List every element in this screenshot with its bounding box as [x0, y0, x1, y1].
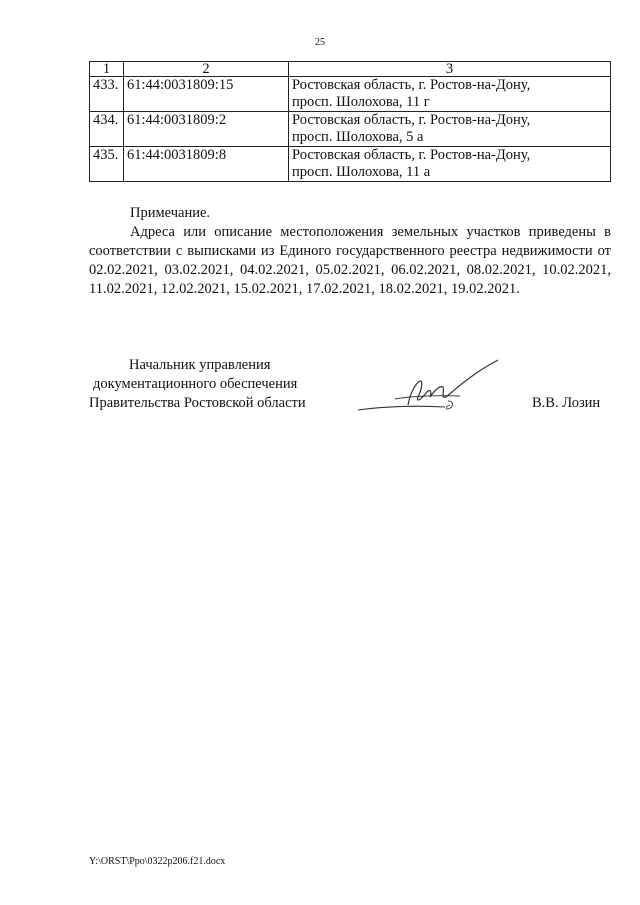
row-number: 434.	[90, 112, 124, 147]
column-header-3: 3	[289, 62, 611, 77]
table-row	[90, 147, 611, 182]
table-header-row	[90, 62, 611, 77]
address-cell	[289, 147, 611, 182]
footer-file-path: Y:\ORST\Ppo\0322p206.f21.docx	[89, 856, 226, 867]
address-line-2: просп. Шолохова, 11 г	[292, 94, 430, 110]
address-cell	[289, 112, 611, 147]
signer-name: В.В. Лозин	[532, 395, 601, 411]
table-row	[90, 112, 611, 147]
row-number: 433.	[90, 77, 124, 112]
address-line-1: Ростовская область, г. Ростов-на-Дону,	[292, 112, 531, 128]
table-row	[90, 77, 611, 112]
address-line-2: просп. Шолохова, 5 а	[292, 129, 424, 145]
column-header-1: 1	[90, 62, 124, 77]
handwritten-signature	[350, 355, 510, 425]
cadastral-number: 61:44:0031809:2	[124, 112, 289, 147]
address-line-1: Ростовская область, г. Ростов-на-Дону,	[292, 77, 531, 93]
note-body: Адреса или описание местоположения земельных участков приведены в соответствии с выписками из Единого государственного реестра недвижимости от 02.02.2021, 03.02.2021, 04.02.2021, 05.02.2021, 06.02.2021, 08.02.2021, 10.02.2021, 11.02.2021, 12.02.2021, 15.02.2021, 17.02.2021, 18.02.2021, 19.02.2021.	[89, 224, 611, 297]
position-line-3: Правительства Ростовской области	[89, 395, 306, 411]
row-number: 435.	[90, 147, 124, 182]
address-cell	[289, 77, 611, 112]
position-line-2: документационного обеспечения	[93, 376, 298, 392]
address-line-2: просп. Шолохова, 11 а	[292, 164, 431, 180]
signatory-position	[89, 356, 339, 413]
page-number: 25	[315, 37, 325, 48]
cadastral-number: 61:44:0031809:8	[124, 147, 289, 182]
land-plots-table	[89, 61, 611, 182]
note-section	[89, 204, 611, 299]
column-header-2: 2	[124, 62, 289, 77]
note-title: Примечание.	[130, 205, 211, 221]
position-line-1: Начальник управления	[129, 357, 271, 373]
address-line-1: Ростовская область, г. Ростов-на-Дону,	[292, 147, 531, 163]
cadastral-number: 61:44:0031809:15	[124, 77, 289, 112]
